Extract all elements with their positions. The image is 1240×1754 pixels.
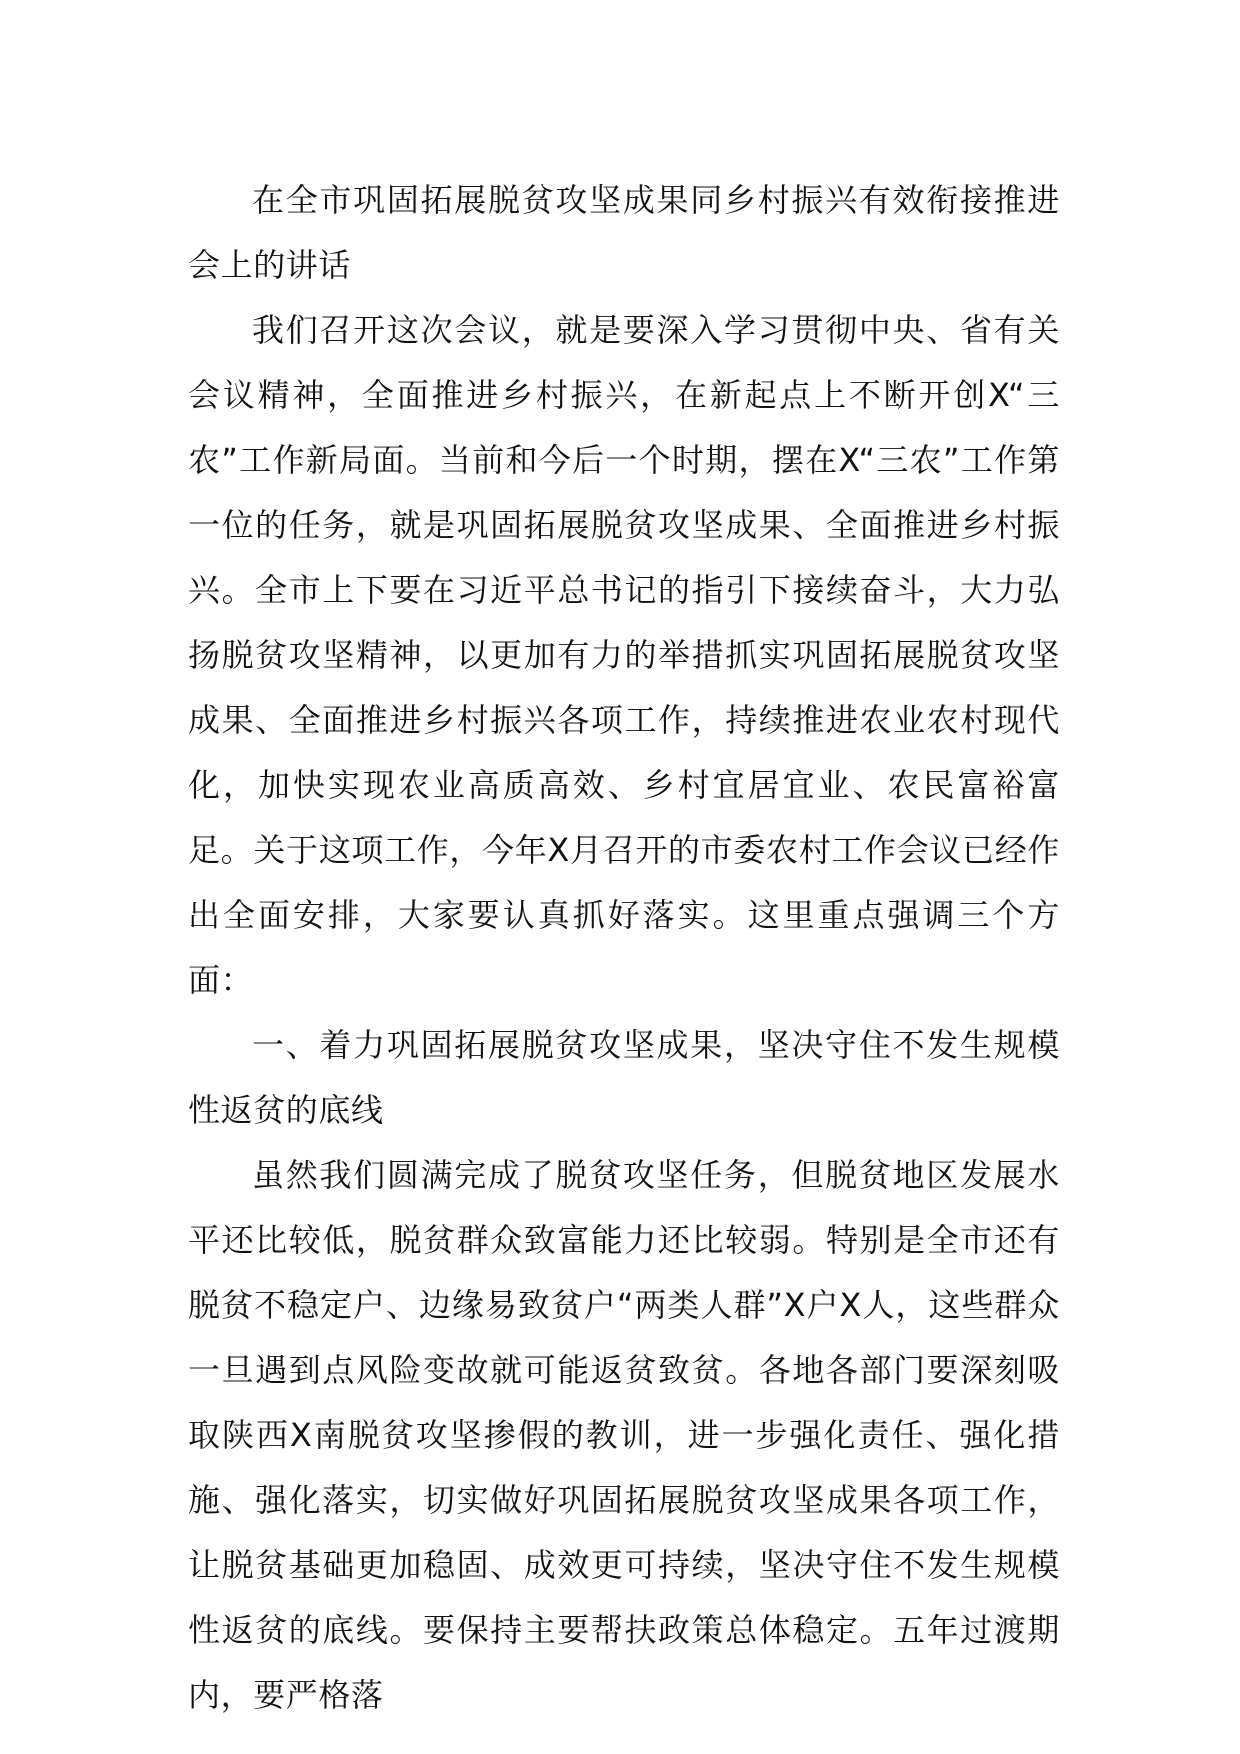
section-heading-1: 一、着力巩固拓展脱贫攻坚成果，坚决守住不发生规模性返贫的底线 [188,1026,1060,1129]
intro-paragraph: 我们召开这次会议，就是要深入学习贯彻中央、省有关会议精神，全面推进乡村振兴，在新起点上不断开创X“三农”工作新局面。当前和今后一个时期，摆在X“三农”工作第一位的任务，就是巩固拓展脱贫攻坚成果、全面推进乡村振兴。全市上下要在习近平总书记的指引下接续奋斗，大力弘扬脱贫攻坚精神，以更加有力的举措抓实巩固拓展脱贫攻坚成果、全面推进乡村振兴各项工作，持续推进农业农村现代化，加快实现农业高质高效、乡村宜居宜业、农民富裕富足。关于这项工作，今年X月召开的市委农村工作会议已经作出全面安排，大家要认真抓好落实。这里重点强调三个方面： [188,311,1060,999]
document-title: 在全市巩固拓展脱贫攻坚成果同乡村振兴有效衔接推进会上的讲话 [188,181,1060,284]
document-body [188,168,1060,1728]
section-1-paragraph: 虽然我们圆满完成了脱贫攻坚任务，但脱贫地区发展水平还比较低，脱贫群众致富能力还比较弱。特别是全市还有脱贫不稳定户、边缘易致贫户“两类人群”X户X人，这些群众一旦遇到点风险变故就可能返贫致贫。各地各部门要深刻吸取陕西X南脱贫攻坚掺假的教训，进一步强化责任、强化措施、强化落实，切实做好巩固拓展脱贫攻坚成果各项工作，让脱贫基础更加稳固、成效更可持续，坚决守住不发生规模性返贫的底线。要保持主要帮扶政策总体稳定。五年过渡期内，要严格落 [188,1156,1060,1714]
